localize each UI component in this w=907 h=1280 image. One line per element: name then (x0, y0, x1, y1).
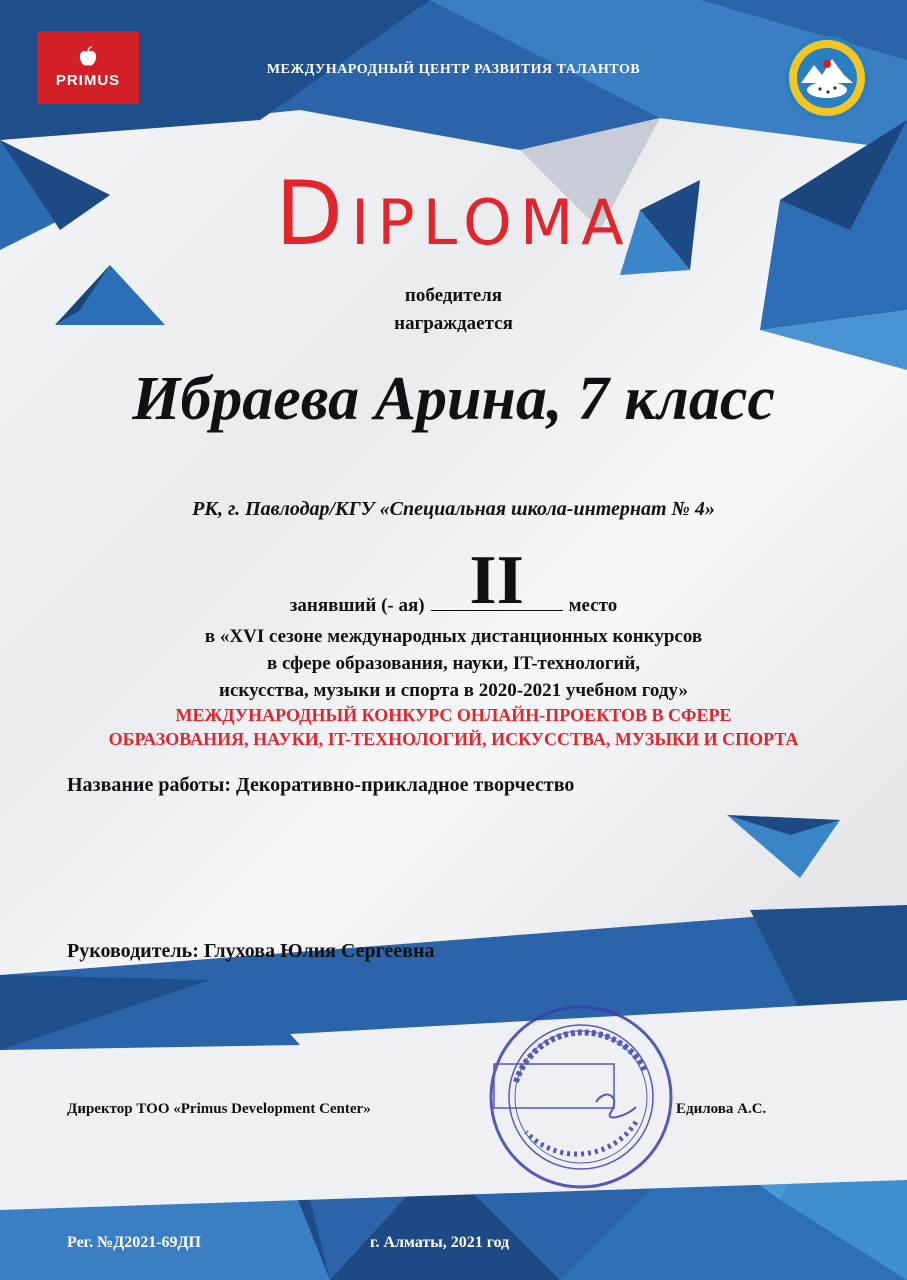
signer-name: Едилова А.С. (676, 1101, 767, 1117)
place-suffix: место (568, 595, 618, 616)
event-line: в сфере образования, науки, IT-технологий, (266, 653, 641, 674)
place-underline (431, 542, 563, 619)
work-title-row (67, 774, 574, 797)
city-emblem-icon (784, 35, 870, 121)
event-line: искусства, музыки и спорта в 2020-2021 учебном году» (219, 680, 688, 701)
city-year: г. Алматы, 2021 год (370, 1234, 510, 1251)
registration-number: Рег. №Д2021-69ДП (67, 1234, 201, 1251)
organization-title: МЕЖДУНАРОДНЫЙ ЦЕНТР РАЗВИТИЯ ТАЛАНТОВ (266, 62, 641, 77)
supervisor-label: Руководитель: (67, 940, 199, 962)
official-stamp-icon (486, 1002, 676, 1192)
supervisor-name: Глухова Юлия Сергеевна (203, 940, 435, 962)
work-title: Декоративно-прикладное творчество (236, 774, 575, 796)
contest-name (0, 703, 907, 751)
logo-text: PRIMUS (55, 72, 121, 89)
place-number: II (469, 542, 524, 619)
event-line: в «XVI сезоне международных дистанционных конкурсов (204, 626, 703, 647)
supervisor-row (67, 940, 435, 963)
awarded-line-2: награждается (394, 313, 513, 334)
contest-line: ОБРАЗОВАНИЯ, НАУКИ, IT-ТЕХНОЛОГИЙ, ИСКУССТВА, МУЗЫКИ И СПОРТА (108, 729, 799, 749)
event-description (0, 623, 907, 704)
diploma-title: Diploma (275, 162, 632, 265)
director-label: Директор ТОО «Primus Development Center» (67, 1101, 371, 1117)
school-name: РК, г. Павлодар/КГУ «Специальная школа-интернат № 4» (192, 498, 715, 520)
contest-line: МЕЖДУНАРОДНЫЙ КОНКУРС ОНЛАЙН-ПРОЕКТОВ В СФЕРЕ (175, 705, 732, 725)
recipient-name: Ибраева Арина, 7 класс (132, 365, 775, 433)
place-prefix: занявший (- ая) (289, 595, 425, 616)
work-label: Название работы: (67, 774, 232, 796)
awarded-line-1: победителя (404, 285, 503, 306)
place-line (0, 542, 907, 619)
